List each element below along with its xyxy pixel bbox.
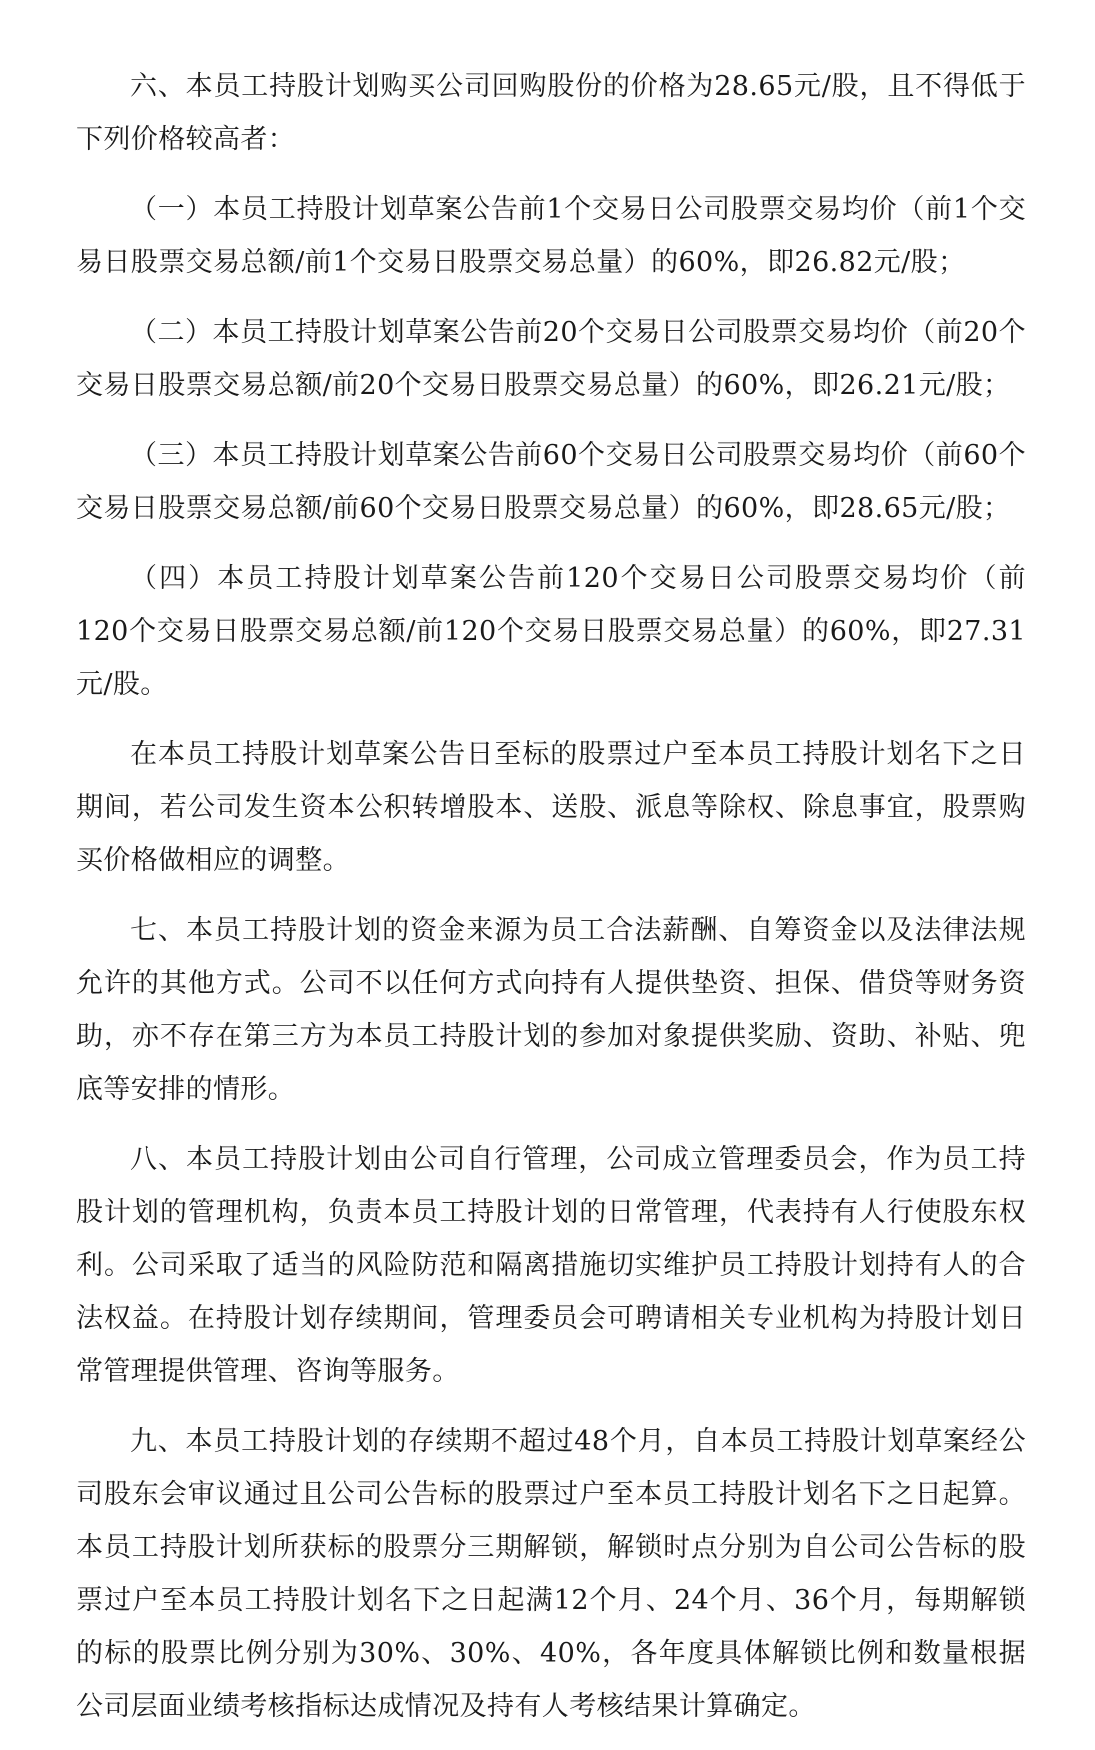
paragraph-item-4: （四）本员工持股计划草案公告前120个交易日公司股票交易均价（前120个交易日股票交易总额/前120个交易日股票交易总量）的60%，即27.31元/股。 <box>76 563 1026 700</box>
paragraph-item-1: （一）本员工持股计划草案公告前1个交易日公司股票交易均价（前1个交易日股票交易总额/前1个交易日股票交易总量）的60%，即26.82元/股； <box>76 194 1026 278</box>
paragraph-section-7: 七、本员工持股计划的资金来源为员工合法薪酬、自筹资金以及法律法规允许的其他方式。公司不以任何方式向持有人提供垫资、担保、借贷等财务资助，亦不存在第三方为本员工持股计划的参加对象提供奖励、资助、补贴、兜底等安排的情形。 <box>76 915 1026 1105</box>
paragraph-section-6: 六、本员工持股计划购买公司回购股份的价格为28.65元/股，且不得低于下列价格较高者： <box>76 71 1026 155</box>
document-body <box>76 60 1026 1750</box>
paragraph-item-2: （二）本员工持股计划草案公告前20个交易日公司股票交易均价（前20个交易日股票交易总额/前20个交易日股票交易总量）的60%，即26.21元/股； <box>76 317 1026 401</box>
paragraph-section-8: 八、本员工持股计划由公司自行管理，公司成立管理委员会，作为员工持股计划的管理机构，负责本员工持股计划的日常管理，代表持有人行使股东权利。公司采取了适当的风险防范和隔离措施切实维护员工持股计划持有人的合法权益。在持股计划存续期间，管理委员会可聘请相关专业机构为持股计划日常管理提供管理、咨询等服务。 <box>76 1144 1026 1387</box>
paragraph-item-3: （三）本员工持股计划草案公告前60个交易日公司股票交易均价（前60个交易日股票交易总额/前60个交易日股票交易总量）的60%，即28.65元/股； <box>76 440 1026 524</box>
paragraph-section-9: 九、本员工持股计划的存续期不超过48个月，自本员工持股计划草案经公司股东会审议通过且公司公告标的股票过户至本员工持股计划名下之日起算。本员工持股计划所获标的股票分三期解锁，解锁时点分别为自公司公告标的股票过户至本员工持股计划名下之日起满12个月、24个月、36个月，每期解锁的标的股票比例分别为30%、30%、40%，各年度具体解锁比例和数量根据公司层面业绩考核指标达成情况及持有人考核结果计算确定。 <box>76 1426 1026 1722</box>
paragraph-price-adjustment: 在本员工持股计划草案公告日至标的股票过户至本员工持股计划名下之日期间，若公司发生资本公积转增股本、送股、派息等除权、除息事宜，股票购买价格做相应的调整。 <box>76 739 1026 876</box>
